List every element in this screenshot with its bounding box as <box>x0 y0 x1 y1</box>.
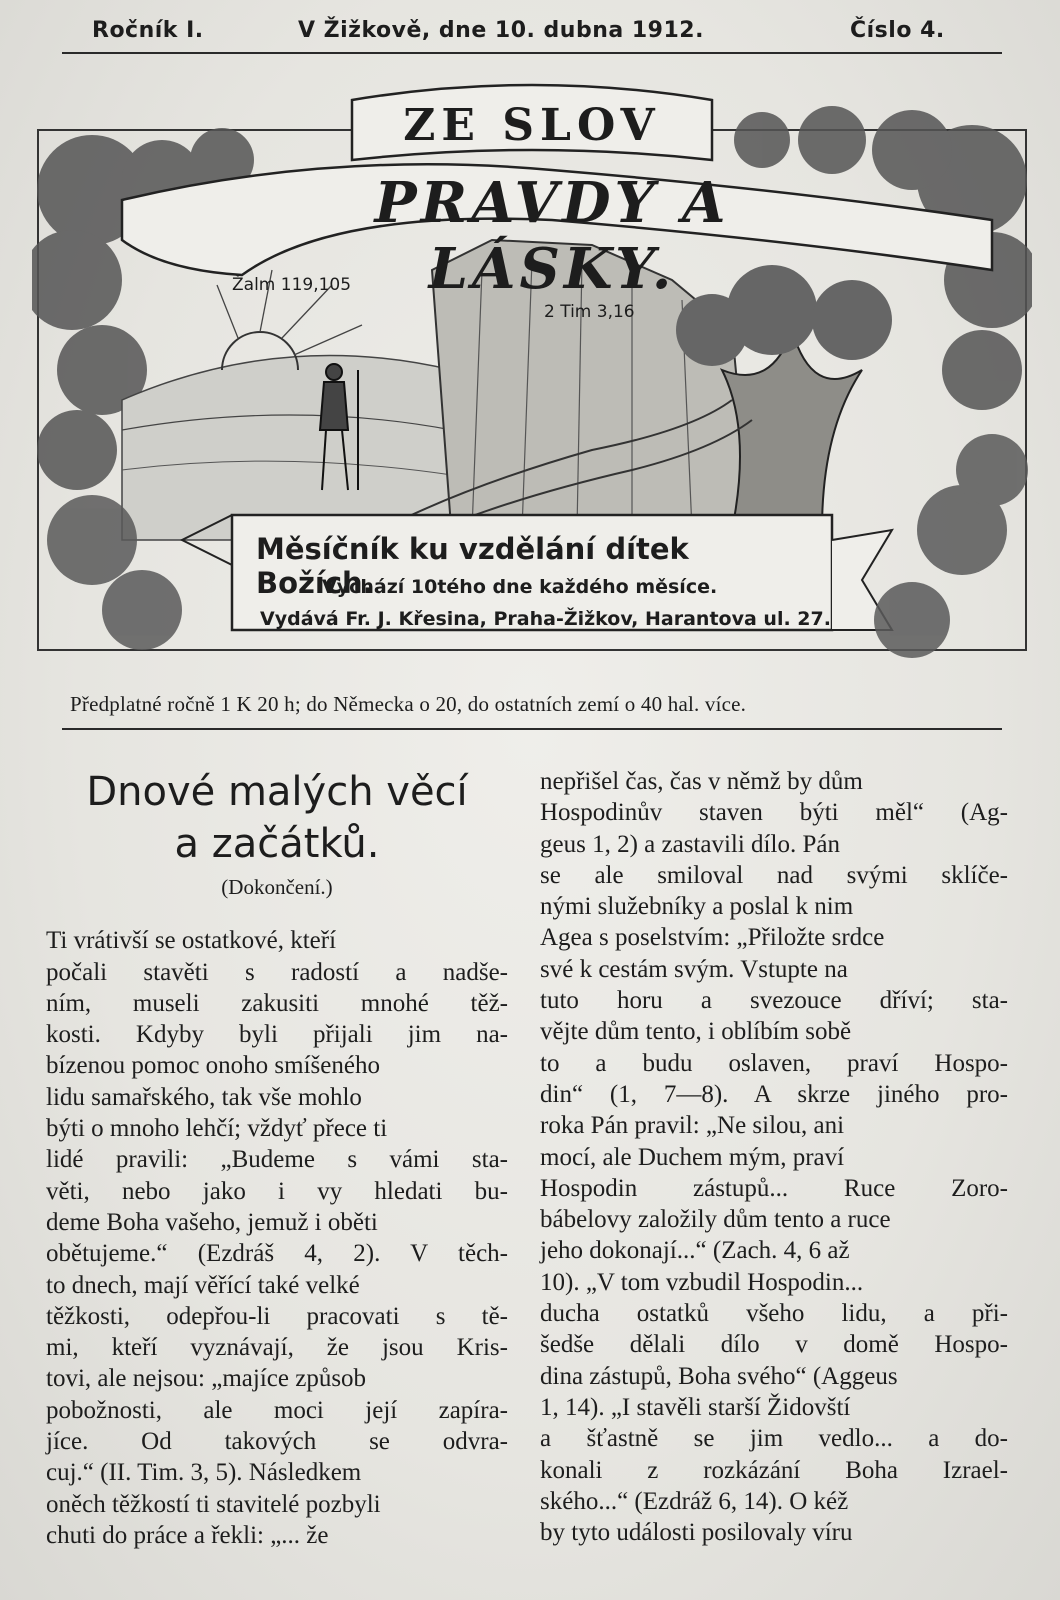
issue-number: Číslo 4. <box>850 18 945 43</box>
article-line: kosti. Kdyby byli přijali jim na- <box>46 1021 508 1049</box>
article-line: Hospodin zástupů... Ruce Zoro- <box>540 1174 1008 1202</box>
article-line: Hospodinův staven býti měl“ (Ag- <box>540 799 1008 827</box>
masthead-subtitle: Měsíčník ku vzdělání dítek Božích. <box>256 532 689 600</box>
article-line: to a budu oslaven, praví Hospo- <box>540 1049 1008 1077</box>
article-continuation: (Dokončení.) <box>221 875 333 899</box>
issue-date: V Žižkově, dne 10. dubna 1912. <box>298 18 704 43</box>
article-line: nými služebníky a poslal k nim <box>540 893 854 921</box>
article-line: chuti do práce a řekli: „... že <box>46 1521 329 1549</box>
article-line: mi, kteří vyznávají, že jsou Kris- <box>46 1334 508 1362</box>
verse-reference-right: 2 Tim 3,16 <box>544 302 635 322</box>
article-line: lidu samařského, tak vše mohlo <box>46 1083 362 1111</box>
article-text-left <box>46 925 508 1551</box>
article-line: obětujeme.“ (Ezdráš 4, 2). V těch- <box>46 1240 508 1268</box>
section-rule <box>62 728 1002 730</box>
publisher-line: Vydává Fr. J. Křesina, Praha-Žižkov, Harantova ul. 27. <box>260 608 831 630</box>
masthead <box>32 70 1032 670</box>
article-line: bábelovy založily dům tento a ruce <box>540 1206 891 1234</box>
article-line: nepřišel čas, čas v němž by dům <box>540 768 863 795</box>
article-line: cuj.“ (II. Tim. 3, 5). Následkem <box>46 1459 362 1487</box>
publication-frequency: Vychází 10tého dne každého měsíce. <box>322 576 718 598</box>
article-line: geus 1, 2) a zastavili dílo. Pán <box>540 830 840 858</box>
article-line: počali stavěti s radostí a nadše- <box>46 958 508 986</box>
article-title <box>46 766 508 870</box>
article-line: pobožnosti, ale moci její zapíra- <box>46 1396 508 1424</box>
article-line: deme Boha vašeho, jemuž i oběti <box>46 1208 378 1236</box>
article-line: ducha ostatků všeho lidu, a při- <box>540 1300 1008 1328</box>
article-line: lidé pravili: „Budeme s vámi sta- <box>46 1146 508 1174</box>
subscription-info: Předplatné ročně 1 K 20 h; do Německa o 20, do ostatních zemí o 40 hal. více. <box>70 692 747 716</box>
article-line: ského...“ (Ezdráž 6, 14). O kéž <box>540 1487 849 1515</box>
article-line: dina zástupů, Boha svého“ (Aggeus <box>540 1362 898 1390</box>
article-line: těžkosti, odepřou-li pracovati s tě- <box>46 1302 508 1330</box>
article-line: bízenou pomoc onoho smíšeného <box>46 1052 380 1080</box>
article-title-line1: Dnové malých věcí <box>86 769 468 815</box>
article-line: 10). „V tom vzbudil Hospodin... <box>540 1268 864 1296</box>
verse-reference-left: Žalm 119,105 <box>232 275 352 295</box>
article-line: Ti vrátivší se ostatkové, kteří <box>46 927 337 955</box>
article-column-right <box>540 766 1008 1548</box>
article-title-line2: a začátků. <box>174 821 380 867</box>
article-line: by tyto události posilovaly víru <box>540 1519 853 1547</box>
article-line: tovi, ale nejsou: „majíce způsob <box>46 1365 367 1393</box>
article-text-right <box>540 766 1008 1548</box>
article-line: tuto horu a svezouce dříví; sta- <box>540 987 1008 1015</box>
issue-header <box>88 16 988 50</box>
masthead-title-main: PRAVDY A LÁSKY. <box>374 170 730 302</box>
article-line: jíce. Od takových se odvra- <box>46 1428 508 1456</box>
masthead-title-top: ZE SLOV <box>403 100 661 151</box>
article-line: 1, 14). „I stavěli starší Židovští <box>540 1393 851 1421</box>
article-line: své k cestám svým. Vstupte na <box>540 955 848 983</box>
article-line: šedše dělali dílo v domě Hospo- <box>540 1331 1008 1359</box>
article-line: býti o mnoho lehčí; vždyť přece ti <box>46 1115 388 1143</box>
article-line: vějte dům tento, i oblíbím sobě <box>540 1018 852 1046</box>
article-column-left <box>46 752 508 1551</box>
article-line: din“ (1, 7—8). A skrze jiného pro- <box>540 1080 1008 1108</box>
article-line: věti, nebo jako i vy hledati bu- <box>46 1177 508 1205</box>
article-line: mocí, ale Duchem mým, praví <box>540 1143 845 1171</box>
article-line: konali z rozkázání Boha Izrael- <box>540 1456 1008 1484</box>
top-rule <box>62 52 1002 54</box>
article-line: jeho dokonají...“ (Zach. 4, 6 až <box>540 1237 850 1265</box>
article-line: to dnech, mají věřící také velké <box>46 1271 360 1299</box>
article-line: ním, museli zakusiti mnohé těž- <box>46 989 508 1017</box>
volume-label: Ročník I. <box>92 18 204 43</box>
article-line: se ale smiloval nad svými sklíče- <box>540 861 1008 889</box>
article-line: a šťastně se jim vedlo... a do- <box>540 1425 1008 1453</box>
article-line: Agea s poselstvím: „Přiložte srdce <box>540 924 885 952</box>
article-line: roka Pán pravil: „Ne silou, ani <box>540 1112 845 1140</box>
article-line: oněch těžkostí ti stavitelé pozbyli <box>46 1490 381 1518</box>
